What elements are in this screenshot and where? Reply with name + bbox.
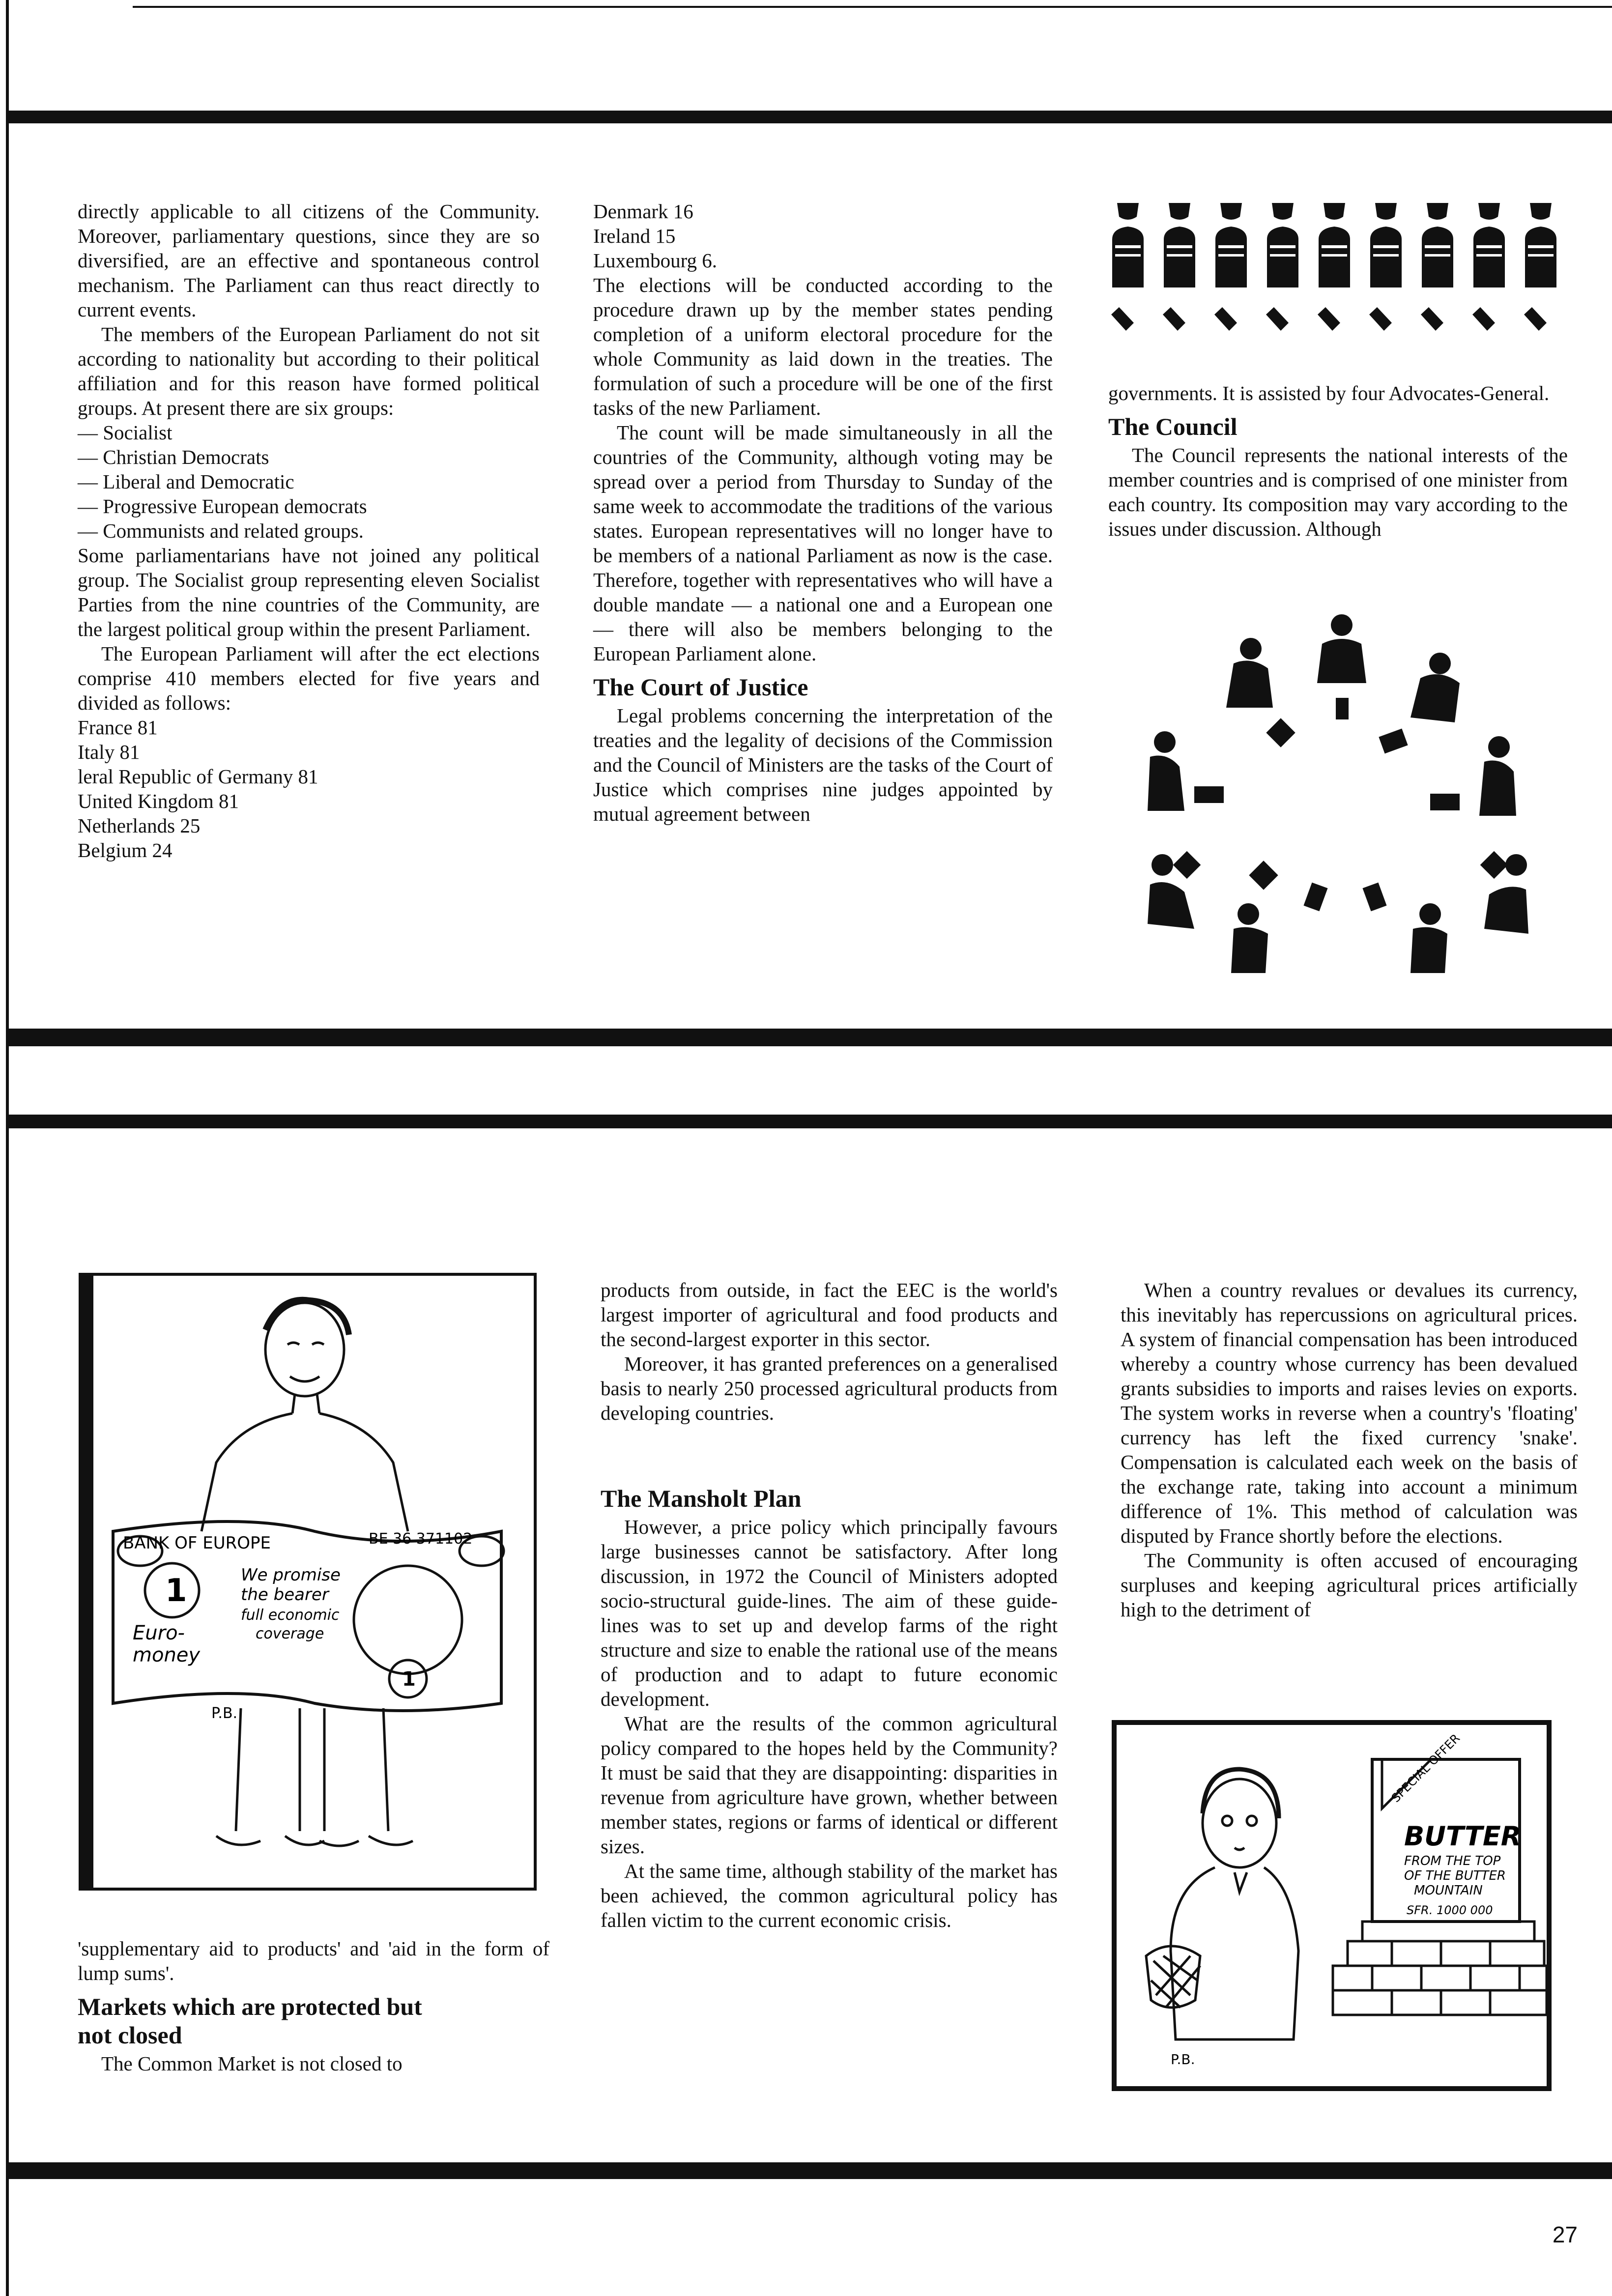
heading-court-of-justice: The Court of Justice [593, 673, 808, 701]
bank-name: BANK OF EUROPE [123, 1533, 271, 1553]
seat-line: United Kingdom 81 [78, 790, 239, 812]
artist-signature: P.B. [1171, 2051, 1195, 2067]
cartoon-butter-mountain-frame [1112, 1720, 1552, 2091]
cartoon-eurobanknote-frame [79, 1273, 537, 1891]
seat-line: Belgium 24 [78, 839, 173, 861]
bottom-column-3 [1121, 1278, 1578, 1622]
seat-line: Netherlands 25 [78, 814, 201, 837]
top-thin-rule [133, 6, 1612, 8]
seat-line: Denmark 16 [593, 200, 693, 223]
eurobanknote-cartoon [93, 1276, 534, 1888]
page-number: 27 [1552, 2222, 1578, 2247]
paragraph: At the same time, although stability of the market has been achieved, the common agricultural policy has fallen victim to the current economic crisis. [601, 1860, 1058, 1931]
paragraph: When a country revalues or devalues its currency, this inevitably has repercussions on agricultural prices. A system of financial compensation has been introduced whereby a country whose currency has been devalued grants subsidies to imports and raises levies on exports. The system works in reverse when a country's 'floating' currency has left the fixed currency 'snake'. Compensation is calculated each week on the basis of the exchange rate, taking into account a minimum difference of 1%. This method of calculation was disputed by France shortly before the elections. [1121, 1279, 1578, 1547]
special-offer-label: SPECIAL OFFER [1388, 1731, 1463, 1806]
left-page-edge [6, 0, 9, 2296]
artist-signature: P.B. [211, 1705, 238, 1722]
heading-the-council: The Council [1108, 413, 1238, 440]
banknote-small-denomination: 1 [402, 1668, 416, 1691]
butter-price: SFR. 1000 000 [1407, 1903, 1493, 1917]
paragraph: products from outside, in fact the EEC is the world's largest importer of agricultural and food products and the second-largest exporter in this sector. [601, 1279, 1058, 1350]
paragraph: Legal problems concerning the interpretation of the treaties and the legality of decisions of the Commission and the Council of Ministers are the tasks of the Court of Justice which comprises nine judges appointed by mutual agreement between [593, 704, 1053, 825]
butter-from-2: OF THE BUTTER [1404, 1868, 1506, 1883]
banknote-denomination: 1 [165, 1573, 187, 1609]
paragraph: However, a price policy which principally favours large businesses cannot be satisfactory. After long discussion, in 1972 the Council of Ministers adopted socio-structural guide-lines. The aim of these guide-lines was to set up and develop farms of the right structure and size to enable the rational use of the means of production and to adapt to future economic development. [601, 1516, 1058, 1710]
top-column-1 [78, 199, 540, 862]
seat-line: Italy 81 [78, 741, 140, 763]
banknote-euro-2: money [133, 1644, 201, 1666]
paragraph: The elections will be conducted according to the procedure drawn up by the member states pending completion of a uniform electoral procedure for the whole Community as laid down in the treaties. The formulation of such a procedure will be one of the first tasks of the new Parliament. [593, 274, 1053, 419]
banknote-promise-1: We promise [241, 1565, 341, 1585]
seat-line: leral Republic of Germany 81 [78, 765, 318, 788]
seat-line: France 81 [78, 716, 158, 739]
bottom-column-2 [601, 1278, 1058, 1932]
seat-line: Ireland 15 [593, 225, 676, 247]
banknote-promise-3: full economic [241, 1607, 340, 1624]
mid-band-rule-lower [6, 1115, 1612, 1128]
banknote-euro-1: Euro- [133, 1622, 185, 1644]
butter-from-3: MOUNTAIN [1414, 1883, 1483, 1898]
list-item: — Progressive European democrats [78, 494, 540, 518]
list-item: — Liberal and Democratic [78, 469, 540, 494]
heading-markets-protected: Markets which are protected but not closed [78, 1993, 422, 2049]
seat-line: Luxembourg 6. [593, 249, 718, 272]
butter-label: BUTTER [1404, 1821, 1522, 1852]
butter-mountain-cartoon [1117, 1725, 1547, 2086]
heading-mansholt-plan: The Mansholt Plan [601, 1485, 802, 1512]
list-item: — Socialist [78, 420, 540, 445]
list-item: — Christian Democrats [78, 445, 540, 469]
paragraph: The Council represents the national interests of the member countries and is comprised of one minister from each country. Its composition may vary according to the issues under discussion. Although [1108, 444, 1568, 540]
paragraph: The count will be made simultaneously in all the countries of the Community, although voting may be spread over a period from Thursday to Sunday of the same week to accommodate the traditions of the various states. European representatives will no longer have to be members of a national Parliament as now is the case. Therefore, together with representatives who will have a double mandate — a national one and a European one — there will also be members belonging to the European Parliament alone. [593, 421, 1053, 665]
paragraph: The Common Market is not closed to [101, 2052, 403, 2075]
paragraph: Moreover, it has granted preferences on a generalised basis to nearly 250 processed agricultural products from developing countries. [601, 1352, 1058, 1424]
paragraph: 'supplementary aid to products' and 'aid in the form of lump sums'. [78, 1937, 549, 1984]
banknote-promise-2: the bearer [241, 1585, 329, 1605]
political-groups-list [78, 420, 540, 543]
paragraph: The European Parliament will after the ect elections comprise 410 members elected for five years and divided as follows: [78, 642, 540, 714]
banknote-promise-4: coverage [256, 1625, 324, 1642]
mid-band-rule-upper [6, 1029, 1612, 1046]
butter-from-1: FROM THE TOP [1404, 1854, 1501, 1868]
top-column-2 [593, 199, 1053, 826]
council-round-table-illustration [1145, 609, 1538, 983]
list-item: — Communists and related groups. [78, 518, 540, 543]
top-column-3 [1108, 381, 1568, 541]
bottom-column-1 [78, 1936, 549, 2076]
paragraph: governments. It is assisted by four Advocates-General. [1108, 382, 1550, 404]
parliament-members-illustration [1108, 194, 1585, 356]
paragraph: directly applicable to all citizens of the Community. Moreover, parliamentary questions, since they are so diversified, are an effective and spontaneous control mechanism. The Parliament can thus react directly to current events. [78, 200, 540, 321]
paragraph: The Community is often accused of encouraging surpluses and keeping agricultural prices artificially high to the detriment of [1121, 1549, 1578, 1621]
banknote-serial: BE 36 371102 [369, 1530, 473, 1548]
paragraph: Some parliamentarians have not joined any political group. The Socialist group representing eleven Socialist Parties from the nine countries of the Community, are the largest political group within the present Parliament. [78, 544, 540, 640]
top-band-rule [6, 111, 1612, 123]
paragraph: What are the results of the common agricultural policy compared to the hopes held by the Community? It must be said that they are disappointing: disparities in revenue from agriculture have grown, whether between member states, regions or farms of identical or different sizes. [601, 1712, 1058, 1858]
paragraph: The members of the European Parliament do not sit according to nationality but according to their political affiliation and for this reason have formed political groups. At present there are six groups: [78, 323, 540, 419]
bottom-band-rule [6, 2162, 1612, 2179]
